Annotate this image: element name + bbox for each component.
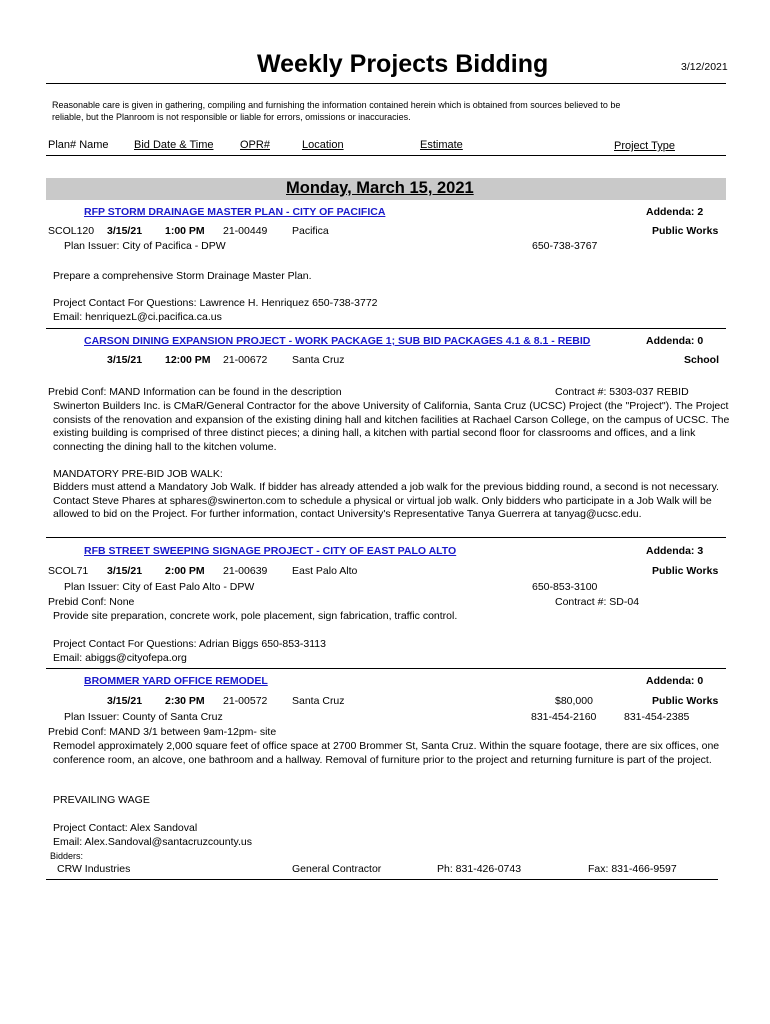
col-estimate: Estimate	[420, 139, 463, 151]
issuer-phone: 650-738-3767	[532, 240, 598, 252]
project-description: Prepare a comprehensive Storm Drainage Master Plan.	[53, 270, 312, 282]
prebid-conference: Prebid Conf: MAND 3/1 between 9am-12pm- site	[48, 726, 277, 738]
project-email: Email: Alex.Sandoval@santacruzcounty.us	[53, 836, 252, 848]
col-bid-date: Bid Date & Time	[134, 139, 214, 151]
project-description: Remodel approximately 2,000 square feet of office space at 2700 Brommer St, Santa Cruz. Within the square footage, there are six offices, one conference room, an alcove, one bathroom and a hallway. Removal of furniture prior to the project and returning furniture is part of the project.	[53, 740, 720, 766]
project-description: Swinerton Builders Inc. is CMaR/General Contractor for the above University of California, Santa Cruz (UCSC) Project (the "Project"). The Project consists of the renovation and expansion of the existing dining hall and kitchen facilities at Rachael Carson College, on the campus of UCSC. The existing building is comprised of three distinct pieces; a dining hall, a kitchen with partial second floor for classrooms and offices, and a link connecting the dining hall to the kitchen volume.	[53, 400, 730, 453]
title-underline	[46, 83, 726, 84]
project-contact: Project Contact: Alex Sandoval	[53, 822, 198, 834]
issuer-phone-2: 831-454-2385	[624, 711, 690, 723]
location: Pacifica	[292, 225, 329, 237]
bid-date: 3/15/21	[107, 225, 143, 237]
project-description: Provide site preparation, concrete work, pole placement, sign fabrication, traffic control.	[53, 610, 458, 622]
project-type: Public Works	[652, 695, 719, 707]
bid-time: 2:00 PM	[165, 565, 205, 577]
plan-number: SCOL120	[48, 225, 95, 237]
project-contact: Project Contact For Questions: Lawrence H. Henriquez 650-738-3772	[53, 297, 378, 309]
col-plan-name: Plan# Name	[48, 139, 109, 151]
bid-date: 3/15/21	[107, 695, 143, 707]
addenda: Addenda: 0	[646, 675, 704, 687]
plan-issuer: Plan Issuer: County of Santa Cruz	[64, 711, 223, 723]
bid-time: 12:00 PM	[165, 354, 211, 366]
opr-number: 21-00449	[223, 225, 268, 237]
bid-date: 3/15/21	[107, 565, 143, 577]
project-contact: Project Contact For Questions: Adrian Biggs 650-853-3113	[53, 638, 326, 650]
project-type: Public Works	[652, 225, 719, 237]
addenda: Addenda: 3	[646, 545, 704, 557]
opr-number: 21-00639	[223, 565, 268, 577]
bidder-name: CRW Industries	[57, 863, 131, 875]
plan-issuer: Plan Issuer: City of Pacifica - DPW	[64, 240, 226, 252]
contract-number: Contract #: SD-04	[555, 596, 640, 608]
project-email: Email: abiggs@cityofepa.org	[53, 652, 187, 664]
location: East Palo Alto	[292, 565, 358, 577]
location: Santa Cruz	[292, 695, 345, 707]
opr-number: 21-00672	[223, 354, 268, 366]
project-divider	[46, 328, 726, 329]
project-type: School	[684, 354, 720, 366]
bid-date: 3/15/21	[107, 354, 143, 366]
project-title-link[interactable]: RFP STORM DRAINAGE MASTER PLAN - CITY OF PACIFICA	[84, 206, 386, 218]
addenda: Addenda: 0	[646, 335, 704, 347]
project-divider	[46, 537, 726, 538]
job-walk-description: Bidders must attend a Mandatory Job Walk. If bidder has already attended a job walk for the previous bidding round, a second is not necessary. Contact Steve Phares at sphares@swinerton.com to schedule a physical or virtual job walk. Only bidders who participate in a Job Walk will be allowed to bid on the Project. For further information, contact University's Representative Tanya Guerrera at tanyag@ucsc.edu.	[53, 481, 719, 521]
opr-number: 21-00572	[223, 695, 268, 707]
disclaimer-line-1: Reasonable care is given in gathering, compiling and furnishing the information contained herein which is obtained from sources believed to be	[52, 100, 621, 110]
issuer-phone: 831-454-2160	[531, 711, 597, 723]
estimate: $80,000	[555, 695, 593, 707]
project-title-link[interactable]: CARSON DINING EXPANSION PROJECT - WORK PACKAGE 1; SUB BID PACKAGES 4.1 & 8.1 - REBID	[84, 335, 591, 347]
bid-time: 2:30 PM	[165, 695, 205, 707]
bidder-phone: Ph: 831-426-0743	[437, 863, 522, 875]
col-location: Location	[302, 139, 344, 151]
issuer-phone: 650-853-3100	[532, 581, 598, 593]
addenda: Addenda: 2	[646, 206, 704, 218]
bidders-label: Bidders:	[50, 851, 84, 861]
project-divider	[46, 668, 726, 669]
disclaimer-line-2: reliable, but the Planroom is not responsible or liable for errors, omissions or inaccuracies.	[52, 112, 411, 122]
report-date: 3/12/2021	[681, 61, 728, 73]
location: Santa Cruz	[292, 354, 345, 366]
bid-time: 1:00 PM	[165, 225, 205, 237]
plan-issuer: Plan Issuer: City of East Palo Alto - DPW	[64, 581, 255, 593]
bidder-fax: Fax: 831-466-9597	[588, 863, 677, 875]
bidder-divider	[46, 879, 718, 880]
contract-number: Contract #: 5303-037 REBID	[555, 386, 689, 398]
header-divider	[46, 155, 726, 156]
page-title: Weekly Projects Bidding	[257, 50, 549, 78]
project-email: Email: henriquezL@ci.pacifica.ca.us	[53, 311, 222, 323]
project-title-link[interactable]: BROMMER YARD OFFICE REMODEL	[84, 675, 268, 687]
prevailing-wage: PREVAILING WAGE	[53, 794, 150, 806]
project-type: Public Works	[652, 565, 719, 577]
col-project-type: Project Type	[614, 140, 675, 152]
bidder-role: General Contractor	[292, 863, 382, 875]
project-title-link[interactable]: RFB STREET SWEEPING SIGNAGE PROJECT - CITY OF EAST PALO ALTO	[84, 545, 457, 557]
prebid-conference: Prebid Conf: MAND Information can be found in the description	[48, 386, 342, 398]
job-walk-heading: MANDATORY PRE-BID JOB WALK:	[53, 468, 223, 480]
day-heading: Monday, March 15, 2021	[286, 179, 474, 197]
prebid-conference: Prebid Conf: None	[48, 596, 135, 608]
col-opr: OPR#	[240, 139, 270, 151]
plan-number: SCOL71	[48, 565, 89, 577]
